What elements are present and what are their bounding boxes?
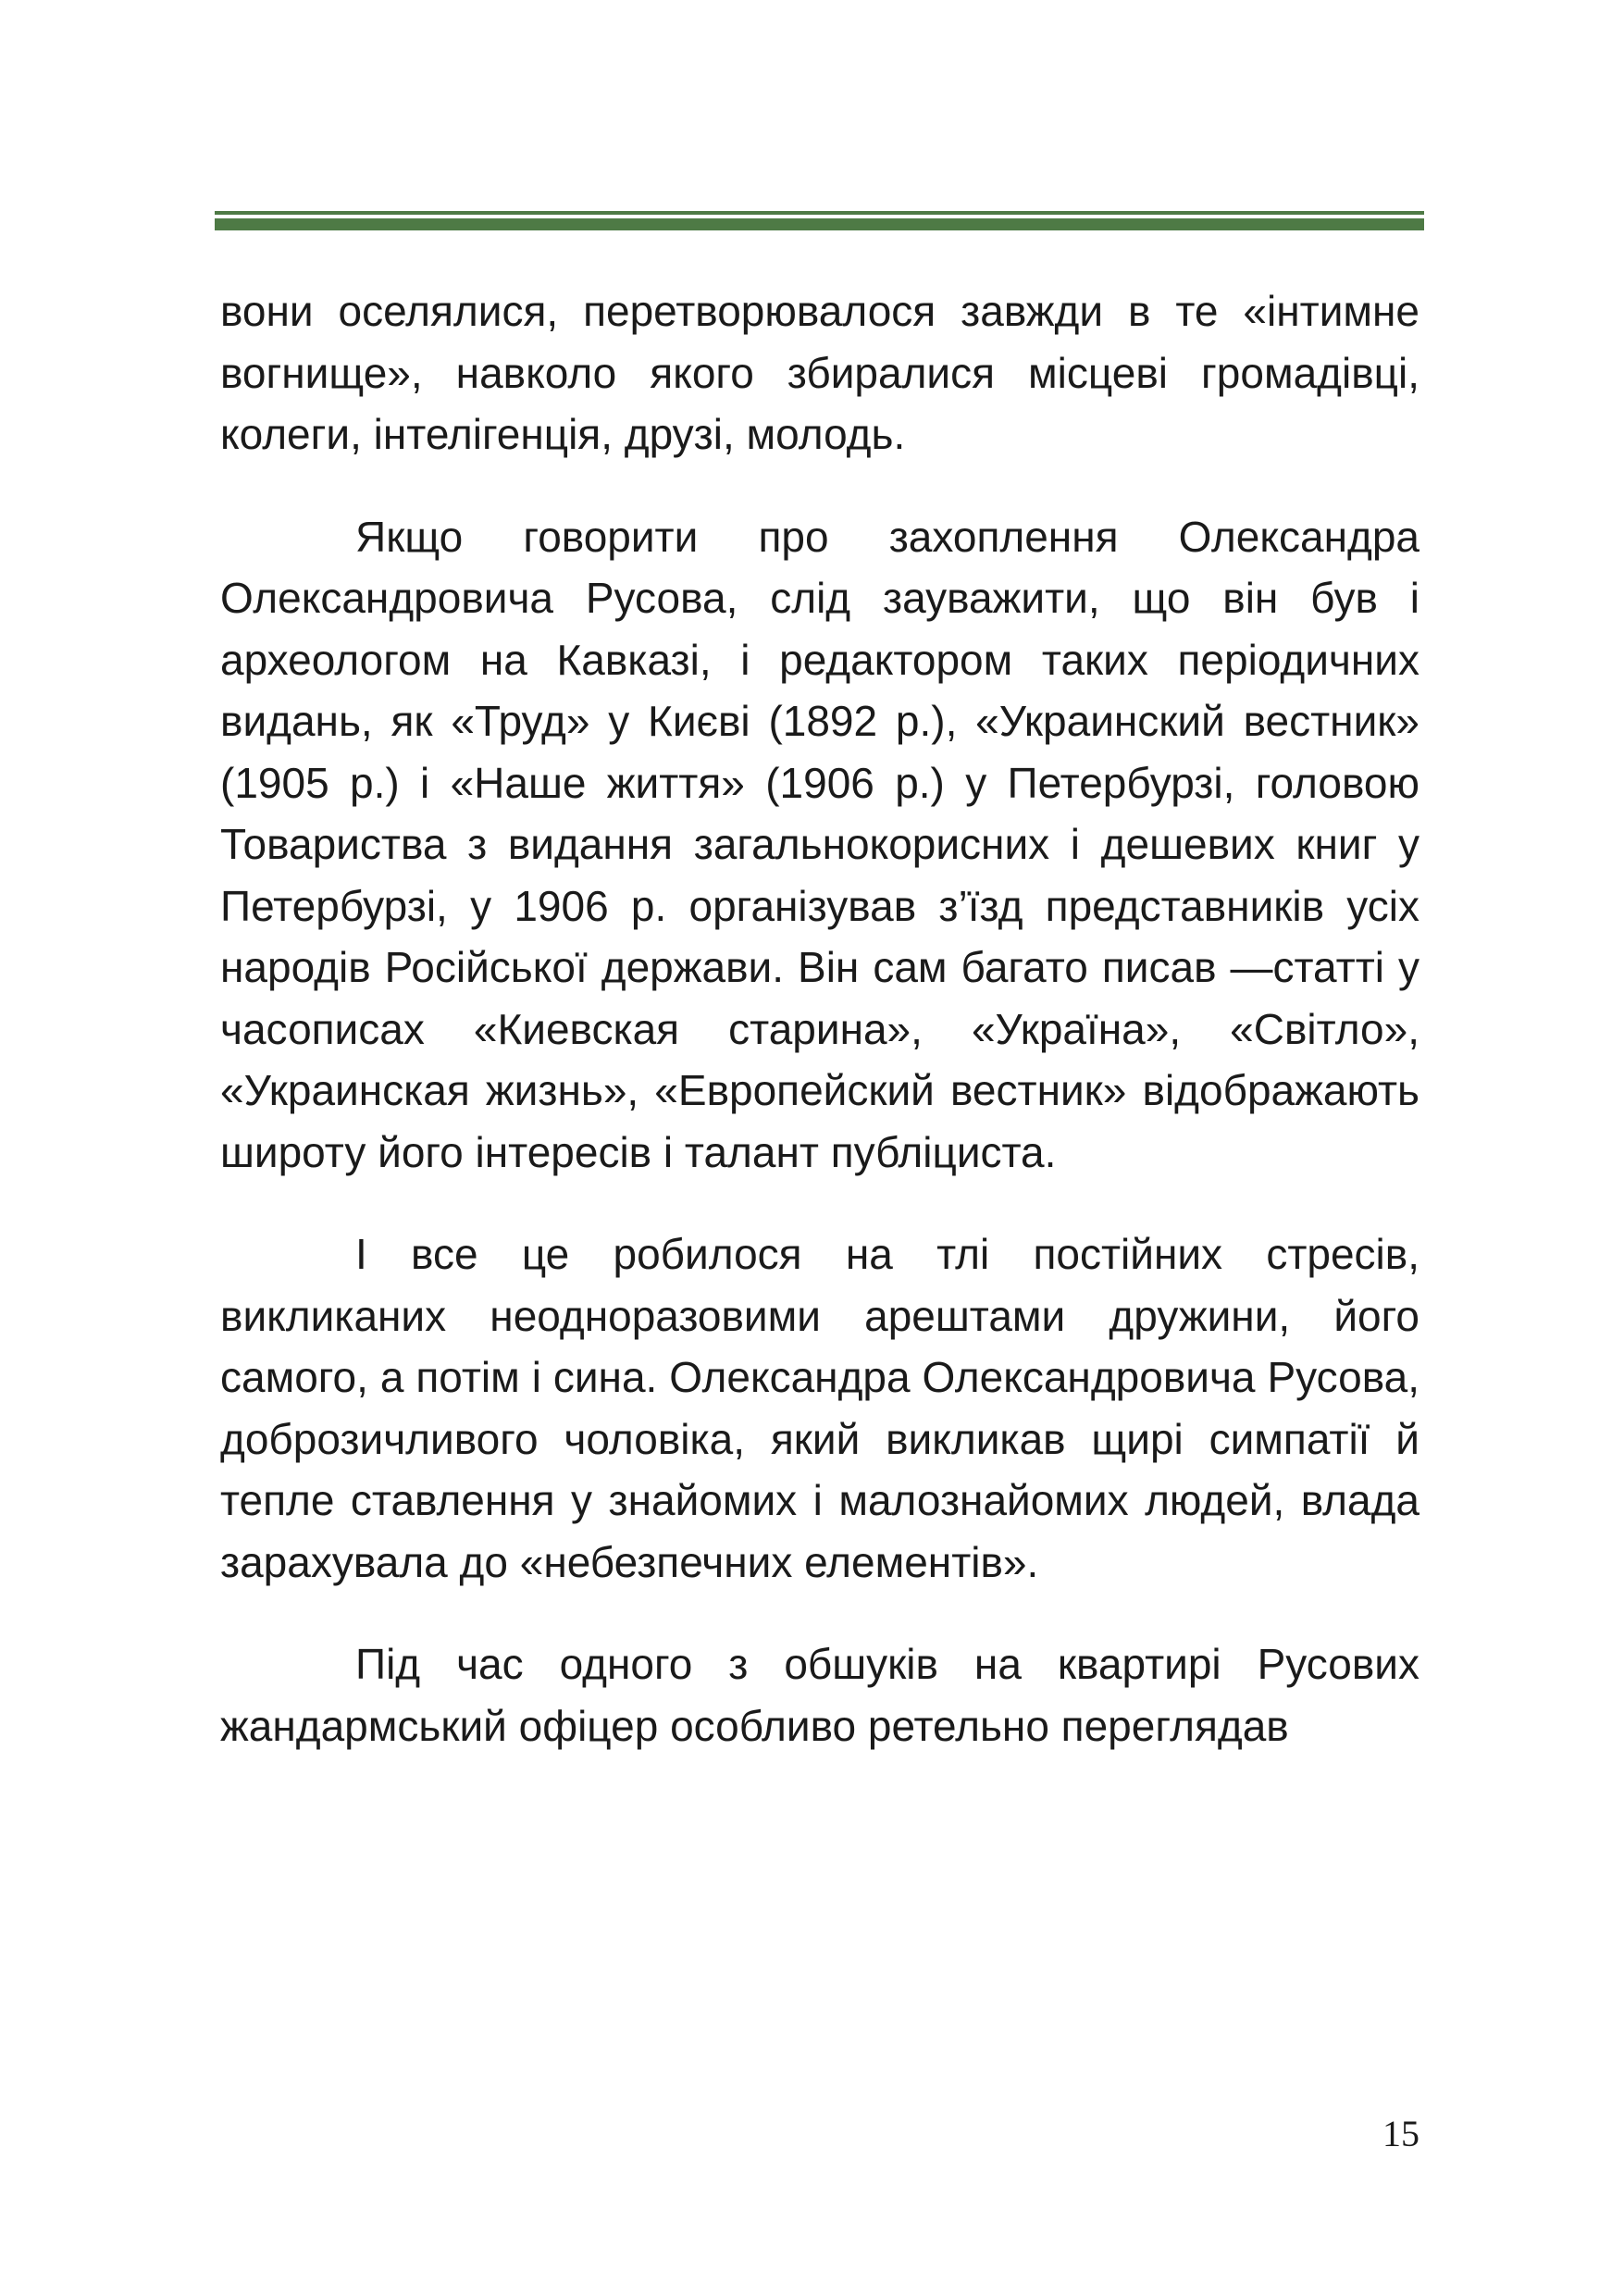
page-number: 15	[1382, 2113, 1419, 2154]
paragraph: вони оселялися, перетворювалося завжди в те «інтимне вогнище», навколо якого збиралися місцеві громадівці, колеги, інтелігенція, друзі, молодь.	[220, 287, 1419, 458]
paragraph: І все це робилося на тлі постійних стресів, викликаних неодноразовими арештами дружини, його самого, а потім і сина. Олександра Олександровича Русова, доброзичливого чоловіка, який викликав щирі симпатії й тепле ставлення у знайомих і малознайомих людей, влада зарахувала до «небезпечних елементів».	[220, 1230, 1419, 1586]
paragraph: Якщо говорити про захоплення Олександра Олександровича Русова, слід зауважити, що він був і археологом на Кавказі, і редактором таких періодичних видань, як «Труд» у Києві (1892 р.), «Украинский вестник» (1905 р.) і «Наше життя» (1906 р.) у Петербурзі, головою Товариства з видання загальнокорисних і дешевих книг у Петербурзі, у 1906 р. організував з’їзд представників усіх народів Російської держави. Він сам багато писав —статті у часописах «Киевская старина», «Україна», «Світло», «Украинская жизнь», «Европейский вестник» відображають широту його інтересів і талант публіциста.	[220, 512, 1419, 1176]
header-rule	[215, 211, 1424, 230]
header-rule-thin-line	[215, 211, 1424, 215]
header-rule-thick-line	[215, 218, 1424, 230]
body-text	[220, 280, 1419, 1797]
paragraph: Під час одного з обшуків на квартирі Русових жандармський офіцер особливо ретельно переглядав	[220, 1640, 1419, 1750]
